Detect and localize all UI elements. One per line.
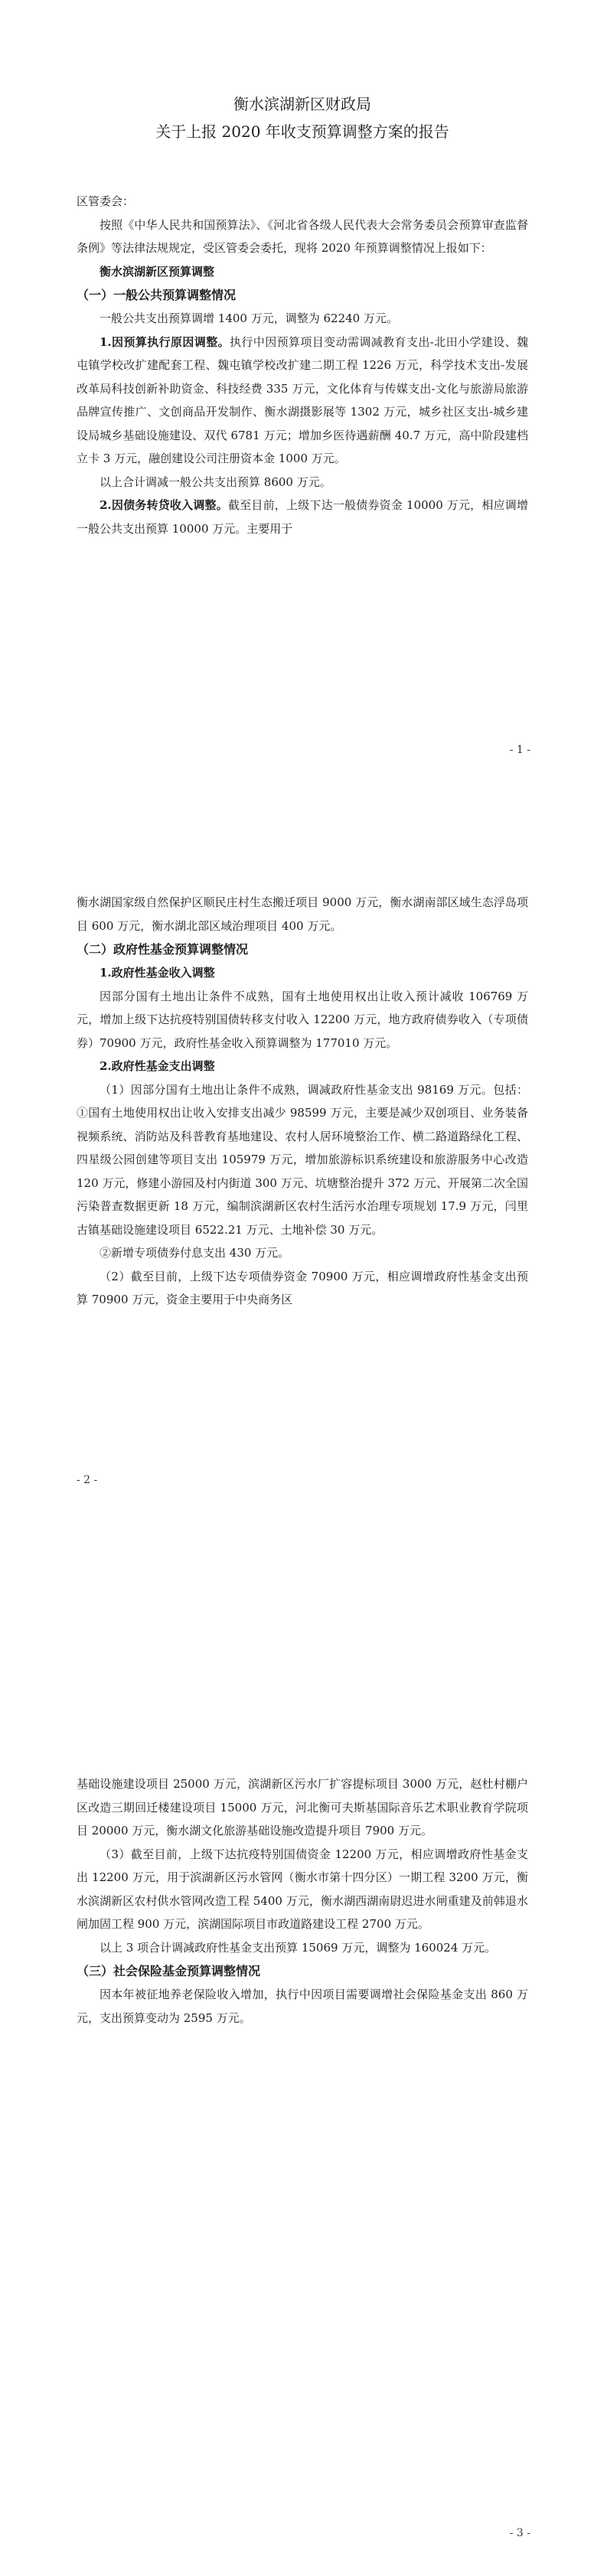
item-1-text: 执行中因预算项目变动需调减教育支出-北田小学建设、魏屯镇学校改扩建配套工程、魏屯镇学校改扩建二期工程 1226 万元，科学技术支出-发展改革局科技创新补助资金、科技经费 335 万元，文化体育与传媒支出-文化与旅游局旅游品牌宣传推广、文创商品开发制作、衡水湖摄影展等 1302 万元，城乡社区支出-城乡建设局城乡基础设施建设、双代 6781 万元；增加乡医待遇薪酬 40.7 万元，高中阶段建档立卡 3 万元，融创建设公司注册资本金 1000 万元。 — [77, 334, 528, 465]
page-2-body — [77, 891, 528, 1312]
item-1-lead: 1.因预算执行原因调整。 — [100, 334, 230, 349]
intro-paragraph: 按照《中华人民共和国预算法》、《河北省各级人民代表大会常务委员会预算审查监督条例》等法律法规规定，受区管委会委托，现将 2020 年预算调整情况上报如下： — [77, 217, 528, 255]
item-2-lead: 2.因债务转贷收入调整。 — [100, 498, 228, 512]
section-3-text: 因本年被征地养老保险收入增加，执行中因项目需要调增社会保险基金支出 860 万元，支出预算变动为 2595 万元。 — [77, 1987, 528, 2025]
page-3 — [0, 1717, 607, 2576]
section-1-item-2 — [77, 494, 528, 540]
sub-2-paragraph-2: ②新增专项债券付息支出 430 万元。 — [100, 1246, 290, 1260]
page-1 — [0, 0, 607, 859]
page-number-2: - 2 - — [77, 1474, 98, 1486]
salutation: 区管委会： — [77, 194, 135, 208]
section-1-title: （一）一般公共预算调整情况 — [77, 288, 237, 302]
header-line-1: 衡水滨湖新区财政局 — [233, 95, 371, 113]
page-1-body — [77, 190, 528, 540]
subtitle: 衡水滨湖新区预算调整 — [100, 264, 215, 279]
sub-2-title: 2.政府性基金支出调整 — [100, 1059, 215, 1073]
page-3-paragraph-3: （3）截至目前，上级下达抗疫特别国债资金 12200 万元，相应调增政府性基金支出 12200 万元，用于滨湖新区污水管网（衡水市第十四分区）一期工程 3200 万元，衡水滨湖新区农村供水管网改造工程 5400 万元，衡水湖西湖南尉迟进水闸重建及前韩退水闸加固工程 900 万元，滨湖国际项目市政道路建设工程 2700 万元。 — [77, 1847, 528, 1931]
sub-1-title: 1.政府性基金收入调整 — [100, 966, 215, 980]
section-2-title: （二）政府性基金预算调整情况 — [77, 942, 249, 957]
item-2-text: 截至目前，上级下达一般债券资金 10000 万元，相应调增一般公共支出预算 10000 万元。主要用于 — [77, 498, 528, 536]
sub-2-paragraph-1: （1）因部分国有土地出让条件不成熟，调减政府性基金支出 98169 万元。包括：①国有土地使用权出让收入安排支出减少 98599 万元，主要是减少双创项目、业务装备视频系统、消防站及科普教育基地建设、农村人居环境整治工作、横二路道路绿化工程、四星级公园创建等项目支出 105979 万元，增加旅游标识系统建设和旅游服务中心改造 120 万元，修建小游园及村内街道 300 万元、坑塘整治提升 372 万元、开展第二次全国污染普查数据更新 18 万元，编制滨湖新区农村生活污水治理专项规划 17.9 万元，闫里古镇基础设施建设项目 6522.21 万元、土地补偿 30 万元。 — [77, 1082, 528, 1237]
section-1-item-1-sum: 以上合计调减一般公共支出预算 8600 万元。 — [100, 474, 331, 489]
section-3-title: （三）社会保险基金预算调整情况 — [77, 1964, 261, 1978]
sub-1-text: 因部分国有土地出让条件不成熟，国有土地使用权出让收入预计减收 106769 万元，增加上级下达抗疫特别国债转移支付收入 12200 万元，地方政府债券收入（专项债券）70900 万元，政府性基金收入预算调整为 177010 万元。 — [77, 989, 528, 1050]
page-3-sum: 以上 3 项合计调减政府性基金支出预算 15069 万元，调整为 160024 万元。 — [100, 1940, 497, 1955]
page-number-3: - 3 - — [509, 2527, 530, 2539]
section-1-summary: 一般公共支出预算调增 1400 万元，调整为 62240 万元。 — [100, 311, 398, 325]
page-3-body — [77, 1772, 528, 2030]
page-2 — [0, 859, 607, 1717]
header-line-2: 关于上报 2020 年收支预算调整方案的报告 — [155, 122, 449, 141]
section-1-item-1 — [77, 331, 528, 471]
page-3-continuation: 基础设施建设项目 25000 万元，滨湖新区污水厂扩容提标项目 3000 万元，赵杜村棚户区改造三期回迁楼建设项目 15000 万元，河北衡可夫斯基国际音乐艺术职业教育学院项目 20000 万元，衡水湖文化旅游基础设施改造提升项目 7900 万元。 — [77, 1777, 528, 1837]
page-number-1: - 1 - — [509, 744, 530, 756]
page-2-continuation: 衡水湖国家级自然保护区顺民庄村生态搬迁项目 9000 万元，衡水湖南部区域生态浮岛项目 600 万元，衡水湖北部区域治理项目 400 万元。 — [77, 895, 528, 933]
document-header — [77, 90, 528, 145]
sub-2-paragraph-3: （2）截至目前，上级下达专项债券资金 70900 万元，相应调增政府性基金支出预算 70900 万元，资金主要用于中央商务区 — [77, 1269, 528, 1306]
